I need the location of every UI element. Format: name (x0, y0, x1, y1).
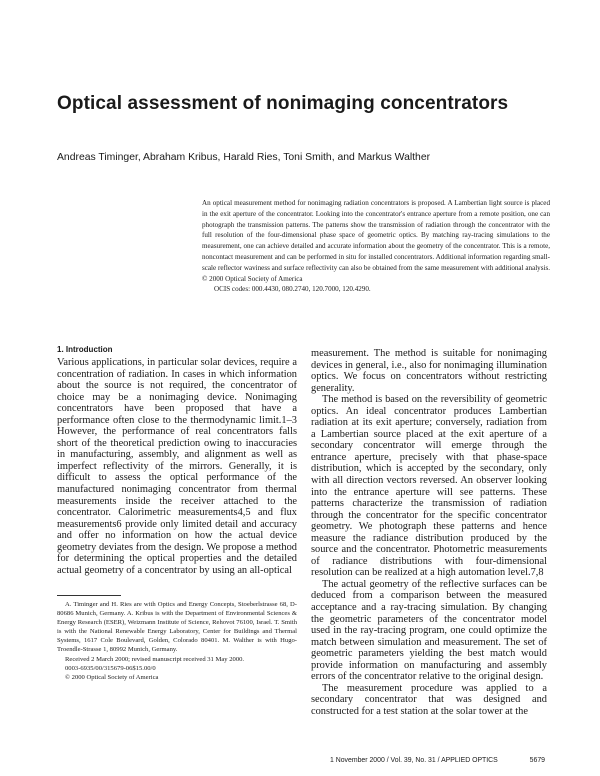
footnote-affiliations: A. Timinger and H. Ries are with Optics and Energy Concepts, Stoeberlstrasse 68, D-80686 Munich, Germany. A. Kribus is with the Department of Environmental Sciences & Energy Research (ESER), Weizmann Institute of Science, Rehovot 76100, Israel. T. Smith is with the National Renewable Energy Laboratory, Center for Buildings and Thermal Systems, 1617 Cole Boulevard, Golden, Colorado 80401. M. Walther is with Hugo-Troendle-Strasse 1, 80992 Munich, Germany. (57, 601, 297, 654)
footnote-copyright: © 2000 Optical Society of America (65, 673, 159, 681)
footnote-issn: 0003-6935/00/315679-06$15.00/0 (65, 664, 156, 672)
paragraph: Various applications, in particular solar devices, require a concentration of radiation. In cases in which information about the source is not required, the concentrator of choice may be a nonimaging device. Nonimaging concentrators have been proposed that have a performance often close to the thermodynamic limit.1–3 However, the performance of real concentrators falls short of the theoretical prediction owing to inaccuracies in manufacturing, assembly, and alignment as well as imperfect reflectivity of the mirrors. Generally, it is difficult to assess the optical performance of the manufactured nonimaging concentrator from thermal measurements inside the receiver attached to the concentrator. Calorimetric measurements4,5 and flux measurements6 provide only limited detail and accuracy and offer no information on how the actual device geometry deviates from the design. We propose a method for determining the optical properties and the detailed actual geometry of a concentrator by using an all-optical (57, 357, 297, 576)
paragraph: The measurement procedure was applied to a secondary concentrator that was designed and constructed for a test station at the solar tower at the (311, 682, 547, 717)
abstract-text: An optical measurement method for nonimaging radiation concentrators is proposed. A Lambertian light source is placed in the exit aperture of the concentrator. Looking into the concentrator's entrance aperture from a remote position, one can photograph the transmission patterns. The patterns show the transmission of radiation through the concentrator with the full resolution of the four-dimensional phase space of geometric optics. By matching ray-tracing simulations to the measurement, one can achieve detailed and accurate information about the geometry of the concentrator. This is a remote, noncontact measurement and can be performed in situ for installed concentrators. Additional information regarding small-scale reflector waviness and surface reflectivity can also be obtained from the same measurement with additional analysis. © 2000 Optical Society of America (202, 199, 550, 283)
paragraph: measurement. The method is suitable for nonimaging devices in general, i.e., also for nonimaging illumination optics. We focus on concentrators without restricting generality. (311, 348, 547, 394)
left-column (57, 357, 297, 576)
paragraph: The method is based on the reversibility of geometric optics. An ideal concentrator produces Lambertian radiation at its exit aperture; conversely, radiation from a Lambertian source placed at the exit aperture of a secondary concentrator will emerge through the entrance aperture, precisely with that phase-space distribution, which is accepted by the secondary, only with all direction vectors reversed. An observer looking into the entrance aperture will see patterns. These patterns characterize the transmission of radiation through the concentrator for the specific concentrator geometry. We photograph these patterns and hence measure the radiance distribution produced by the source and the concentrator. Photometric measurements of radiance distributions with four-dimensional resolution can be realized at a high automation level.7,8 (311, 394, 547, 579)
ocis-codes: OCIS codes: 000.4430, 080.2740, 120.7000, 120.4290. (214, 285, 371, 294)
section-heading-introduction: 1. Introduction (57, 345, 113, 354)
footnote (57, 600, 297, 682)
author-list: Andreas Timinger, Abraham Kribus, Harald Ries, Toni Smith, and Markus Walther (57, 152, 431, 163)
abstract (202, 198, 550, 295)
page-number: 5679 (529, 757, 545, 764)
footnote-divider (57, 595, 121, 596)
page-footer (330, 757, 545, 764)
footnote-received: Received 2 March 2000; revised manuscript received 31 May 2000. (65, 655, 245, 663)
journal-citation: 1 November 2000 / Vol. 39, No. 31 / APPLIED OPTICS (330, 757, 498, 764)
right-column (311, 348, 547, 718)
paragraph: The actual geometry of the reflective surfaces can be deduced from a comparison between the measured acceptance and a ray-tracing simulation. By changing the geometric parameters of the concentrator model used in the ray-tracing program, one could optimize the match between simulation and measurement. The set of geometric parameters yielding the best match would provide information on manufacturing and assembly errors of the concentrator relative to the original design. (311, 578, 547, 683)
article-title: Optical assessment of nonimaging concentrators (57, 93, 509, 114)
